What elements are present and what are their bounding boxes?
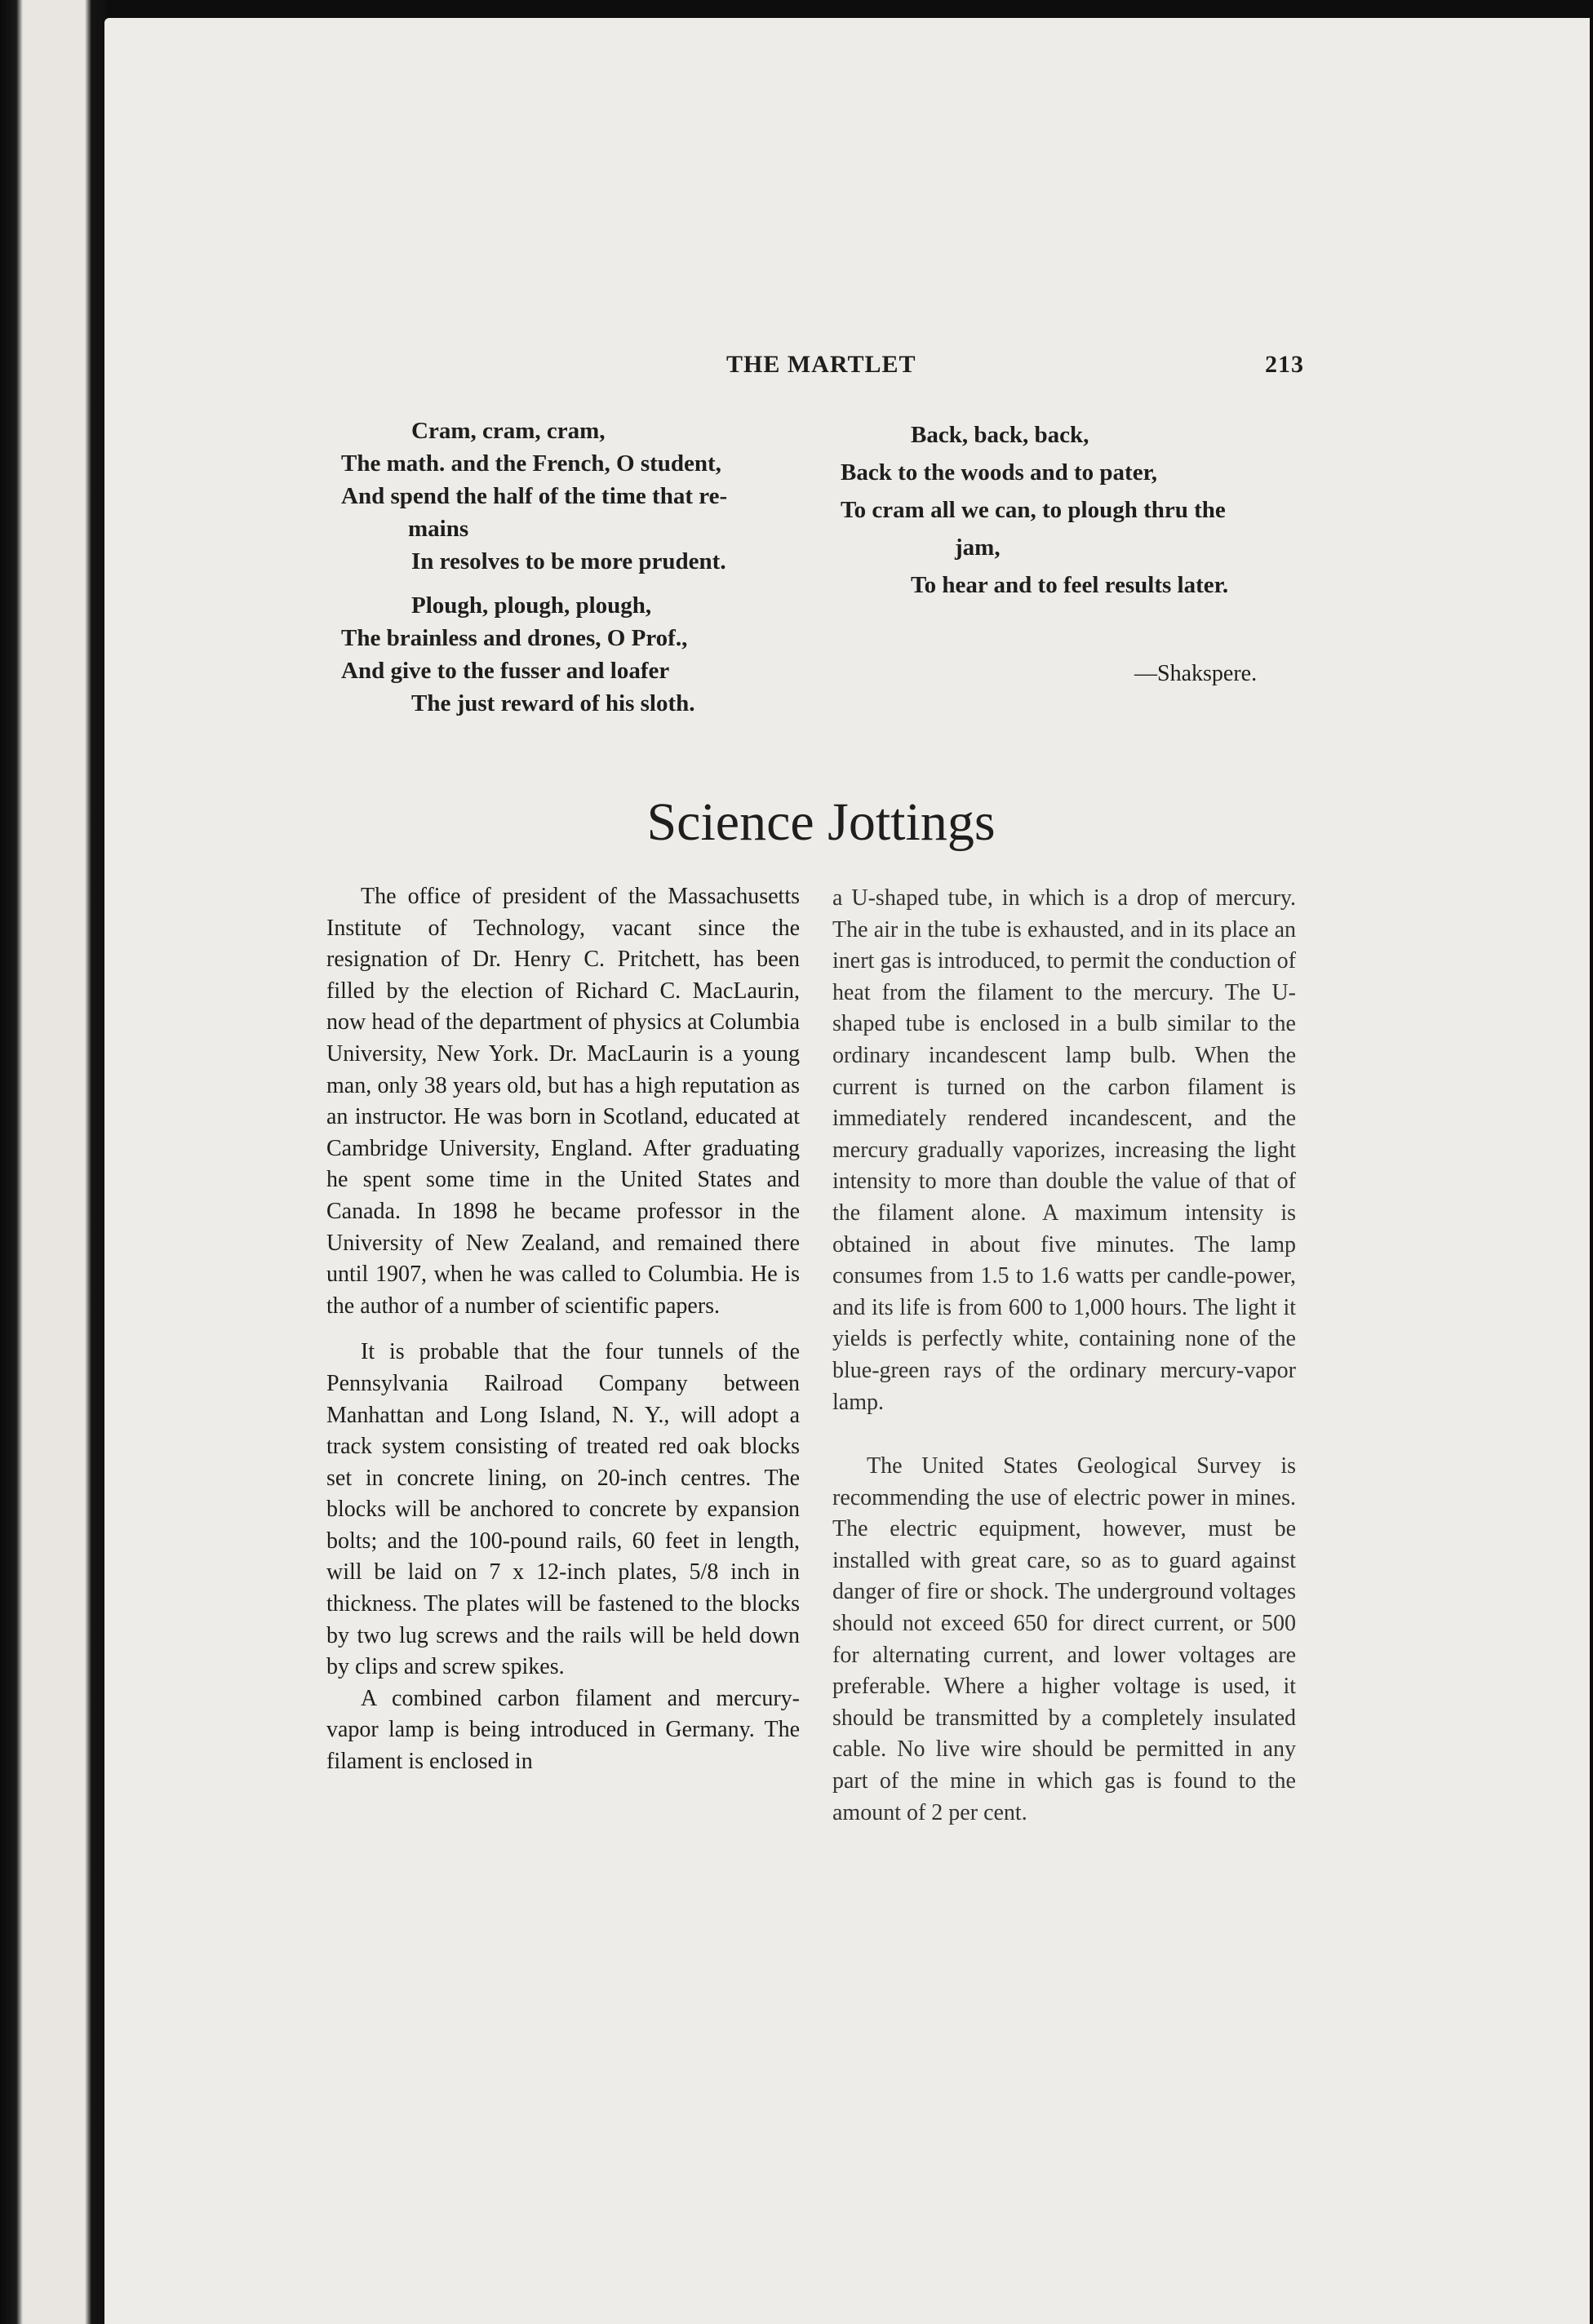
article-left-column [326, 881, 800, 1778]
poem-line: In resolves to be more prudent. [411, 548, 726, 574]
article-paragraph: A combined carbon filament and mercury-vapor lamp is being introduced in Germany. The filament is enclosed in [326, 1685, 800, 1775]
poem-line: Plough, plough, plough, [411, 592, 652, 619]
poem-line: mains [408, 516, 469, 542]
article-title: Science Jottings [646, 792, 996, 852]
poem-left-column [341, 415, 727, 720]
poem-right-column [841, 416, 1228, 604]
running-title: THE MARTLET [726, 351, 916, 378]
article-paragraph: a U-shaped tube, in which is a drop of mercury. The air in the tube is exhausted, and in its place an inert gas is introduced, to permit the conduction of heat from the filament to the mercury. The U-shaped tube is enclosed in a bulb similar to the ordinary incandescent lamp bulb. When the current is turned on the carbon filament is immediately rendered incandescent, and the mercury gradually vaporizes, increasing the light intensity to more than double the value of that of the filament alone. A maximum intensity is obtained in about five minutes. The lamp consumes from 1.5 to 1.6 watts per candle-power, and its life is from 600 to 1,000 hours. The light it yields is perfectly white, containing none of the blue-green rays of the ordinary mercury-vapor lamp. [832, 885, 1296, 1415]
poem-attribution: —Shakspere. [1134, 661, 1258, 686]
poem-line: Back, back, back, [911, 422, 1089, 448]
article-right-column [832, 883, 1296, 1829]
poem-line: Cram, cram, cram, [411, 418, 606, 444]
running-header [0, 351, 1593, 387]
poem-line: jam, [955, 534, 1001, 561]
poem-line: The just reward of his sloth. [411, 690, 695, 716]
article-paragraph: It is probable that the four tunnels of the Pennsylvania Railroad Company between Manhattan and Long Island, N. Y., will adopt a track system consisting of treated red oak blocks set in concrete lining, on 20-inch centres. The blocks will be anchored to concrete by expansion bolts; and the 100-pound rails, 60 feet in length, will be laid on 7 x 12-inch plates, 5/8 inch in thickness. The plates will be fastened to the blocks by two lug screws and the rails will be held down by clips and screw spikes. [326, 1339, 800, 1680]
poem-line: Back to the woods and to pater, [841, 459, 1158, 486]
poem-line: The math. and the French, O student, [341, 450, 721, 477]
article-paragraph: The office of president of the Massachusetts Institute of Technology, vacant since the resignation of Dr. Henry C. Pritchett, has been filled by the election of Richard C. MacLaurin, now head of the department of physics at Columbia University, New York. Dr. MacLaurin is a young man, only 38 years old, but has a high reputation as an instructor. He was born in Scotland, educated at Cambridge University, England. After graduating he spent some time in the United States and Canada. In 1898 he became professor in the University of New Zealand, and remained there until 1907, when he was called to Columbia. He is the author of a number of scientific papers. [326, 884, 800, 1319]
page-number: 213 [1265, 351, 1304, 378]
poem-line: The brainless and drones, O Prof., [341, 625, 688, 651]
poem-line: And give to the fusser and loafer [341, 658, 670, 684]
poem-line: To hear and to feel results later. [911, 572, 1229, 598]
poem-line: And spend the half of the time that re- [341, 483, 728, 509]
article-paragraph: The United States Geological Survey is recommending the use of electric power in mines. The electric equipment, however, must be installed with great care, so as to guard against danger of fire or shock. The underground voltages should not exceed 650 for direct current, or 500 for alternating current, and lower voltages are preferable. Where a higher voltage is used, it should be transmitted by a completely insulated cable. No live wire should be permitted in any part of the mine in which gas is found to the amount of 2 per cent. [832, 1453, 1296, 1825]
adjacent-page-edge [0, 0, 106, 2324]
poem-line: To cram all we can, to plough thru the [841, 497, 1226, 523]
